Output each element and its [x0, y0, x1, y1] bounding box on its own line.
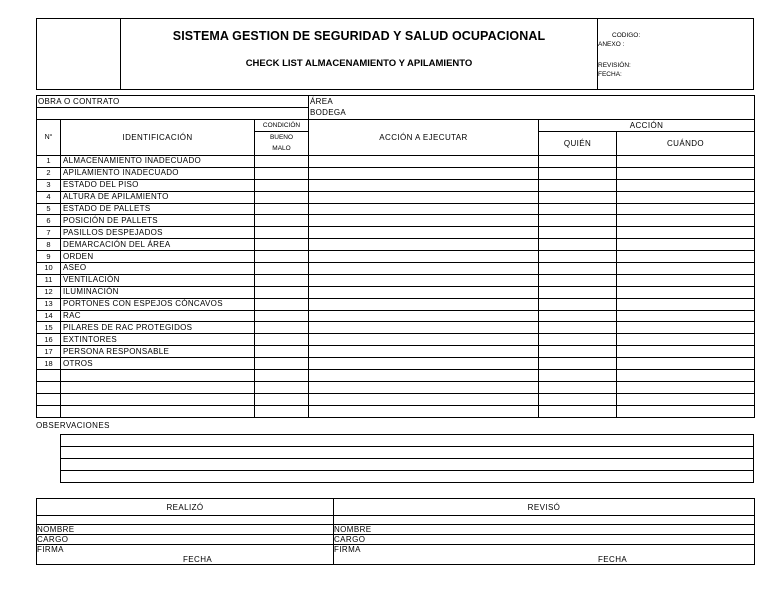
item-label: ESTADO DE PALLETS [61, 203, 255, 215]
condicion-cell[interactable] [255, 358, 309, 370]
item-number: 7 [37, 227, 61, 239]
condicion-cell[interactable] [255, 167, 309, 179]
condicion-cell[interactable] [255, 310, 309, 322]
cuando-cell[interactable] [617, 358, 755, 370]
checklist-row [37, 203, 755, 215]
item-label: ALMACENAMIENTO INADECUADO [61, 156, 255, 168]
checklist-row [37, 346, 755, 358]
blank-row [37, 382, 755, 394]
cuando-cell[interactable] [617, 179, 755, 191]
form-header [36, 18, 754, 90]
col-condicion-header: CONDICIÓN [255, 120, 309, 132]
item-label: PILARES DE RAC PROTEGIDOS [61, 322, 255, 334]
item-number: 1 [37, 156, 61, 168]
quien-cell[interactable] [539, 298, 617, 310]
accion-ejecutar-cell[interactable] [309, 370, 539, 382]
item-label: POSICIÓN DE PALLETS [61, 215, 255, 227]
accion-ejecutar-cell[interactable] [309, 394, 539, 406]
cuando-cell[interactable] [617, 203, 755, 215]
col-identificacion-header: IDENTIFICACIÓN [61, 120, 255, 156]
item-label: OTROS [61, 358, 255, 370]
nombre-label: NOMBRE [37, 525, 75, 534]
cuando-cell[interactable] [617, 346, 755, 358]
cuando-cell[interactable] [617, 298, 755, 310]
condicion-cell[interactable] [255, 370, 309, 382]
item-number: 2 [37, 167, 61, 179]
reviso-nombre-field[interactable] [334, 525, 755, 535]
condicion-cell[interactable] [255, 215, 309, 227]
item-label: ALTURA DE APILAMIENTO [61, 191, 255, 203]
condicion-cell[interactable] [255, 286, 309, 298]
condicion-cell[interactable] [255, 334, 309, 346]
blank-row [37, 370, 755, 382]
item-label[interactable] [61, 382, 255, 394]
condicion-cell[interactable] [255, 263, 309, 275]
condicion-cell[interactable] [255, 227, 309, 239]
form-title: SISTEMA GESTION DE SEGURIDAD Y SALUD OCUPACIONAL [172, 29, 546, 43]
quien-cell[interactable] [539, 382, 617, 394]
item-number: 8 [37, 239, 61, 251]
checklist-row [37, 215, 755, 227]
title-box [121, 19, 598, 89]
item-label: ESTADO DEL PISO [61, 179, 255, 191]
quien-cell[interactable] [539, 167, 617, 179]
cuando-cell[interactable] [617, 382, 755, 394]
cuando-cell[interactable] [617, 191, 755, 203]
observaciones-table [60, 434, 754, 483]
item-number: 17 [37, 346, 61, 358]
fecha-label: FECHA: [598, 71, 622, 78]
item-number[interactable] [37, 382, 61, 394]
condicion-cell[interactable] [255, 251, 309, 263]
checklist-row [37, 310, 755, 322]
cuando-cell[interactable] [617, 167, 755, 179]
signatures-table [36, 498, 755, 565]
accion-ejecutar-cell[interactable] [309, 274, 539, 286]
realizo-cargo-field[interactable] [37, 535, 334, 545]
item-number: 3 [37, 179, 61, 191]
accion-ejecutar-cell[interactable] [309, 263, 539, 275]
checklist-row [37, 239, 755, 251]
quien-cell[interactable] [539, 251, 617, 263]
checklist-row [37, 286, 755, 298]
cuando-cell[interactable] [617, 310, 755, 322]
cuando-cell[interactable] [617, 263, 755, 275]
cuando-cell[interactable] [617, 334, 755, 346]
quien-cell[interactable] [539, 156, 617, 168]
quien-cell[interactable] [539, 203, 617, 215]
checklist-table [36, 95, 755, 418]
item-number: 15 [37, 322, 61, 334]
accion-ejecutar-cell[interactable] [309, 191, 539, 203]
quien-cell[interactable] [539, 394, 617, 406]
quien-cell[interactable] [539, 346, 617, 358]
cuando-cell[interactable] [617, 322, 755, 334]
blank-row [37, 394, 755, 406]
item-label: APILAMIENTO INADECUADO [61, 167, 255, 179]
item-number[interactable] [37, 394, 61, 406]
checklist-row [37, 298, 755, 310]
item-label: PERSONA RESPONSABLE [61, 346, 255, 358]
reviso-header: REVISÓ [334, 499, 755, 516]
item-number: 10 [37, 263, 61, 275]
col-cuando-header: CUÁNDO [617, 132, 755, 156]
realizo-nombre-field[interactable] [37, 525, 334, 535]
condicion-cell[interactable] [255, 179, 309, 191]
nombre-label: NOMBRE [334, 525, 372, 534]
col-accion-ejecutar-header: ACCIÓN A EJECUTAR [309, 120, 539, 156]
checklist-row [37, 156, 755, 168]
checklist-row [37, 274, 755, 286]
condicion-cell[interactable] [255, 191, 309, 203]
observaciones-line[interactable] [61, 435, 754, 447]
condicion-cell[interactable] [255, 203, 309, 215]
item-label: EXTINTORES [61, 334, 255, 346]
quien-cell[interactable] [539, 227, 617, 239]
quien-cell[interactable] [539, 370, 617, 382]
observaciones-label: OBSERVACIONES [36, 421, 110, 430]
condicion-cell[interactable] [255, 239, 309, 251]
condicion-cell[interactable] [255, 274, 309, 286]
accion-ejecutar-cell[interactable] [309, 203, 539, 215]
item-label: VENTILACIÓN [61, 274, 255, 286]
area-value: BODEGA [310, 108, 347, 117]
item-number: 12 [37, 286, 61, 298]
cargo-label: CARGO [37, 535, 69, 544]
accion-ejecutar-cell[interactable] [309, 382, 539, 394]
condicion-cell[interactable] [255, 156, 309, 168]
accion-ejecutar-cell[interactable] [309, 334, 539, 346]
cuando-cell[interactable] [617, 370, 755, 382]
firma-label: FIRMA [37, 545, 64, 554]
observaciones-line[interactable] [61, 459, 754, 471]
cuando-cell[interactable] [617, 286, 755, 298]
quien-cell[interactable] [539, 239, 617, 251]
col-num-header: N° [37, 120, 61, 156]
quien-cell[interactable] [539, 310, 617, 322]
condicion-cell[interactable] [255, 406, 309, 418]
item-number: 9 [37, 251, 61, 263]
quien-cell[interactable] [539, 191, 617, 203]
item-number: 16 [37, 334, 61, 346]
observaciones-line[interactable] [61, 447, 754, 459]
cuando-cell[interactable] [617, 239, 755, 251]
item-label: PASILLOS DESPEJADOS [61, 227, 255, 239]
quien-cell[interactable] [539, 358, 617, 370]
condicion-cell[interactable] [255, 298, 309, 310]
item-label: ASEO [61, 263, 255, 275]
item-number: 4 [37, 191, 61, 203]
firma-label: FIRMA [334, 545, 361, 554]
cuando-cell[interactable] [617, 215, 755, 227]
reviso-cargo-field[interactable] [334, 535, 755, 545]
quien-cell[interactable] [539, 334, 617, 346]
item-number: 6 [37, 215, 61, 227]
condicion-cell[interactable] [255, 322, 309, 334]
item-label[interactable] [61, 394, 255, 406]
cuando-cell[interactable] [617, 156, 755, 168]
checklist-row [37, 358, 755, 370]
quien-cell[interactable] [539, 274, 617, 286]
realizo-firma-field[interactable] [37, 545, 334, 565]
col-accion-header: ACCIÓN [539, 120, 755, 132]
item-label: ILUMINACIÓN [61, 286, 255, 298]
cargo-label: CARGO [334, 535, 366, 544]
cuando-cell[interactable] [617, 251, 755, 263]
codigo-label: CODIGO: [612, 32, 641, 39]
checklist-row [37, 167, 755, 179]
cuando-cell[interactable] [617, 394, 755, 406]
item-label[interactable] [61, 406, 255, 418]
anexo-label: ANEXO : [598, 41, 625, 48]
checklist-row [37, 179, 755, 191]
logo-box [37, 19, 121, 89]
accion-ejecutar-cell[interactable] [309, 322, 539, 334]
quien-cell[interactable] [539, 215, 617, 227]
col-malo-header: MALO [255, 144, 309, 156]
document-control-box [598, 19, 753, 89]
item-label: DEMARCACIÓN DEL ÁREA [61, 239, 255, 251]
checklist-row [37, 263, 755, 275]
quien-cell[interactable] [539, 263, 617, 275]
obra-contrato-label: OBRA O CONTRATO [37, 96, 309, 108]
condicion-cell[interactable] [255, 394, 309, 406]
col-bueno-header: BUENO [255, 132, 309, 144]
accion-ejecutar-cell[interactable] [309, 251, 539, 263]
item-number[interactable] [37, 406, 61, 418]
area-label: ÁREA [310, 97, 334, 106]
realizo-spacer [37, 516, 334, 525]
accion-ejecutar-cell[interactable] [309, 358, 539, 370]
quien-cell[interactable] [539, 286, 617, 298]
accion-ejecutar-cell[interactable] [309, 346, 539, 358]
condicion-cell[interactable] [255, 346, 309, 358]
col-quien-header: QUIÉN [539, 132, 617, 156]
checklist-row [37, 334, 755, 346]
item-number: 5 [37, 203, 61, 215]
accion-ejecutar-cell[interactable] [309, 286, 539, 298]
item-label: ORDEN [61, 251, 255, 263]
item-label: PORTONES CON ESPEJOS CÓNCAVOS [61, 298, 255, 310]
quien-cell[interactable] [539, 179, 617, 191]
quien-cell[interactable] [539, 322, 617, 334]
accion-ejecutar-cell[interactable] [309, 167, 539, 179]
fecha-label: FECHA [183, 555, 213, 564]
item-label[interactable] [61, 370, 255, 382]
accion-ejecutar-cell[interactable] [309, 227, 539, 239]
item-number: 18 [37, 358, 61, 370]
cuando-cell[interactable] [617, 406, 755, 418]
cuando-cell[interactable] [617, 227, 755, 239]
item-label: RAC [61, 310, 255, 322]
revision-label: REVISIÓN: [598, 62, 631, 69]
quien-cell[interactable] [539, 406, 617, 418]
accion-ejecutar-cell[interactable] [309, 298, 539, 310]
checklist-row [37, 191, 755, 203]
cuando-cell[interactable] [617, 274, 755, 286]
accion-ejecutar-cell[interactable] [309, 215, 539, 227]
checklist-row [37, 322, 755, 334]
realizo-header: REALIZÓ [37, 499, 334, 516]
reviso-spacer [334, 516, 755, 525]
blank-row [37, 406, 755, 418]
item-number: 11 [37, 274, 61, 286]
area-cell[interactable] [309, 96, 755, 120]
accion-ejecutar-cell[interactable] [309, 406, 539, 418]
accion-ejecutar-cell[interactable] [309, 310, 539, 322]
obra-contrato-value[interactable] [37, 108, 309, 120]
accion-ejecutar-cell[interactable] [309, 239, 539, 251]
checklist-row [37, 227, 755, 239]
accion-ejecutar-cell[interactable] [309, 179, 539, 191]
accion-ejecutar-cell[interactable] [309, 156, 539, 168]
observaciones-line[interactable] [61, 471, 754, 483]
condicion-cell[interactable] [255, 382, 309, 394]
fecha-label: FECHA [598, 555, 628, 564]
checklist-row [37, 251, 755, 263]
reviso-firma-field[interactable] [334, 545, 755, 565]
item-number[interactable] [37, 370, 61, 382]
form-subtitle: CHECK LIST ALMACENAMIENTO Y APILAMIENTO [245, 58, 473, 69]
item-number: 14 [37, 310, 61, 322]
item-number: 13 [37, 298, 61, 310]
